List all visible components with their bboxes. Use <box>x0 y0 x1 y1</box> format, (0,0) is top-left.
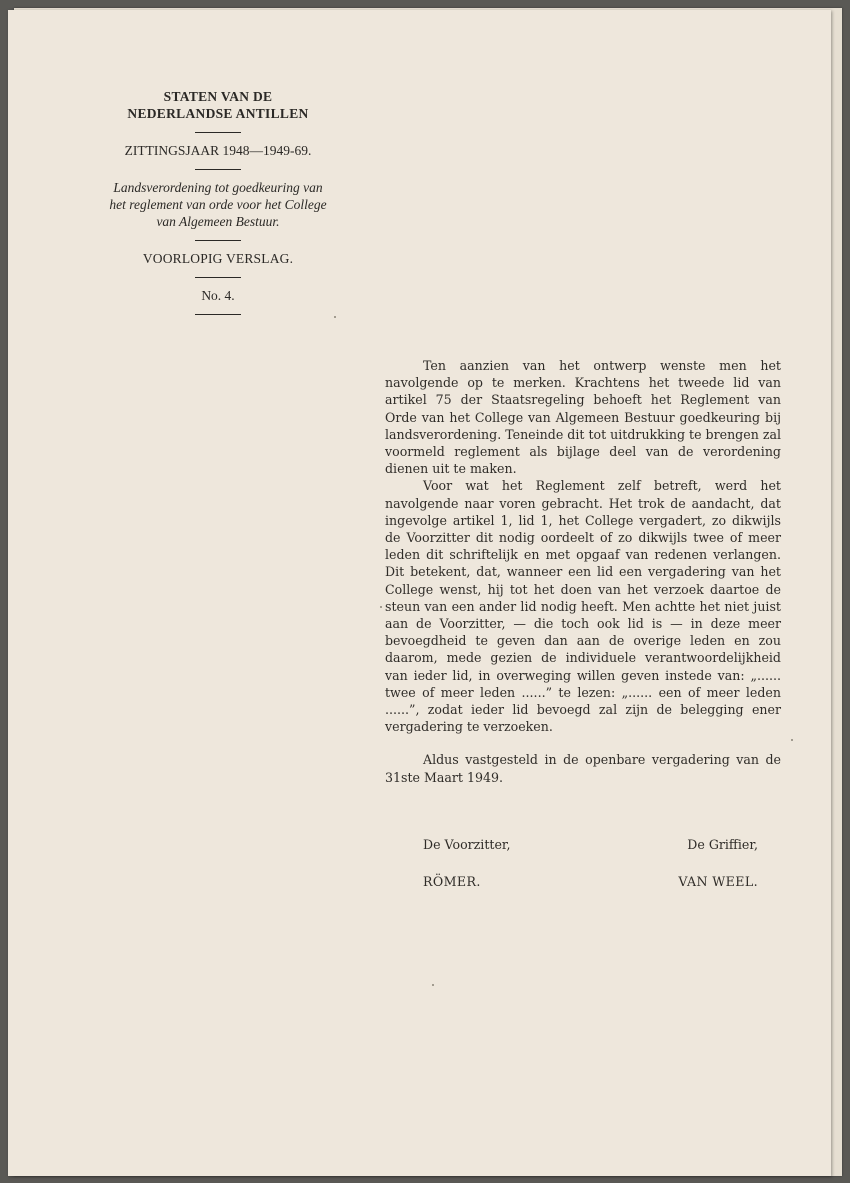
closing-statement: Aldus vastgesteld in de openbare vergadering van de 31ste Maart 1949. <box>385 752 781 785</box>
session-year: ZITTINGSJAAR 1948—1949-69. <box>124 143 312 158</box>
paper-speck <box>791 739 793 741</box>
report-type: VOORLOPIG VERSLAG. <box>142 251 294 266</box>
org-name-line1: STATEN VAN DE <box>163 89 273 104</box>
document-header <box>68 88 368 324</box>
divider-rule <box>195 169 241 170</box>
divider-rule <box>195 132 241 133</box>
subject-line3: van Algemeen Bestuur. <box>156 214 280 229</box>
report-body <box>385 357 781 786</box>
subject-title <box>68 179 368 230</box>
divider-rule <box>195 240 241 241</box>
signature-titles <box>423 837 758 852</box>
clerk-title: De Griffier, <box>687 837 758 852</box>
signature-names <box>423 874 758 889</box>
chair-title: De Voorzitter, <box>423 837 511 852</box>
paper-speck <box>380 606 382 608</box>
org-name-line2: NEDERLANDSE ANTILLEN <box>127 106 309 121</box>
paragraph-1: Ten aanzien van het ontwerp wenste men het navolgende op te merken. Krachtens het tweede lid van artikel 75 der Staatsregeling behoeft het Reglement van Orde van het College van Algemeen Bestuur goedkeuring bij landsverordening. Teneinde dit tot uitdrukking te brengen zal voormeld reglement als bijlage deel van de verordening dienen uit te maken. <box>385 358 781 477</box>
divider-rule <box>195 314 241 315</box>
paper-speck <box>432 984 434 986</box>
subject-line1: Landsverordening tot goedkeuring van <box>113 180 323 195</box>
divider-rule <box>195 277 241 278</box>
clerk-name: VAN WEEL. <box>678 874 758 889</box>
subject-line2: het reglement van orde voor het College <box>109 197 327 212</box>
document-number: No. 4. <box>201 288 235 303</box>
paper-speck <box>334 316 336 318</box>
document-page <box>8 10 831 1176</box>
chair-name: RÖMER. <box>423 874 481 889</box>
paragraph-2: Voor wat het Reglement zelf betreft, werd het navolgende naar voren gebracht. Het trok de aandacht, dat ingevolge artikel 1, lid 1, het College vergadert, zo dikwijls de Voorzitter dit nodig oordeelt of zo dikwijls twee of meer leden dit schriftelijk en met opgaaf van redenen verlangen. Dit betekent, dat, wanneer een lid een vergadering van het College wenst, hij tot het doen van het verzoek daartoe de steun van een ander lid nodig heeft. Men achtte het niet juist aan de Voorzitter, — die toch ook lid is — in deze meer bevoegdheid te geven dan aan de overige leden en zou daarom, mede gezien de individuele verantwoordelijkheid van ieder lid, in overweging willen geven instede van: „...... twee of meer leden ......” te lezen: „...... een of meer leden ......”, zodat ieder lid bevoegd zal zijn de belegging ener vergadering te verzoeken. <box>385 478 781 735</box>
